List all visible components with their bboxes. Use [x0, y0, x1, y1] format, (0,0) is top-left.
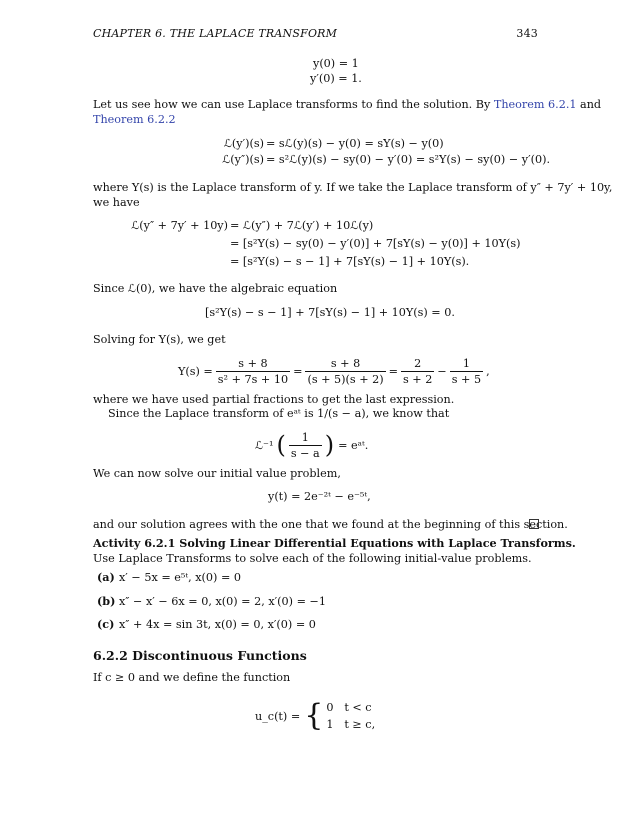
activity-title: Activity 6.2.1 Solving Linear Differential Equations with Laplace Transforms. — [93, 536, 576, 550]
paragraph-partial-fractions: where we have used partial fractions to get the last expression. — [93, 393, 455, 406]
fraction-denominator: s + 5 — [451, 372, 482, 386]
section-heading: 6.2.2 Discontinuous Functions — [93, 648, 307, 663]
case-row — [326, 699, 375, 716]
eq5-inverse — [255, 427, 368, 463]
eq2-row2: = [s²Y(s) − sy(0) − y′(0)] + 7[sY(s) − y(0)] + 10Y(s) — [230, 237, 521, 250]
theorem-6-2-2-link[interactable]: Theorem 6.2.2 — [93, 113, 176, 126]
paragraph-intro — [93, 97, 601, 112]
eq2-lhs: ℒ(y″ + 7y′ + 10y) — [131, 219, 228, 232]
eq1-line2-rhs: = s²ℒ(y)(s) − sy(0) − y′(0) = s²Y(s) − sy(0) − y′(0). — [266, 153, 551, 166]
theorem-6-2-1-link[interactable]: Theorem 6.2.1 — [493, 98, 577, 111]
paragraph-laplace: where Y(s) is the Laplace transform of y. If we take the Laplace transform of y″ + 7y′ + 10y, — [93, 181, 613, 194]
fraction-2 — [305, 357, 385, 386]
fraction-numerator: s + 8 — [305, 357, 385, 372]
page-number: 343 — [516, 27, 538, 40]
qed-box-icon — [529, 519, 539, 529]
fraction-denominator: s − a — [290, 446, 320, 460]
item-equation: x″ + 4x = sin 3t, x(0) = 0, x′(0) = 0 — [119, 618, 316, 631]
running-header: CHAPTER 6. THE LAPLACE TRANSFORM — [93, 27, 338, 40]
item-equation: x″ − x′ − 6x = 0, x(0) = 2, x′(0) = −1 — [119, 595, 327, 608]
paragraph-laplace-cont: we have — [93, 196, 140, 209]
fraction-denominator: s² + 7s + 10 — [217, 372, 289, 386]
eq2-row1: = ℒ(y″) + 7ℒ(y′) + 10ℒ(y) — [230, 219, 374, 232]
paragraph-inverse-laplace: Since the Laplace transform of eᵃᵗ is 1/(s − a), we know that — [108, 407, 450, 420]
eq5-rhs: = eᵃᵗ. — [338, 438, 369, 452]
case-condition: t ≥ c, — [344, 718, 376, 731]
fraction-denominator: s + 2 — [403, 372, 433, 386]
initial-condition-y: y(0) = 1 — [313, 57, 359, 70]
eq1-line2-lhs: ℒ(y″)(s) — [222, 153, 264, 166]
eq2-row3: = [s²Y(s) − s − 1] + 7[sY(s) − 1] + 10Y(s). — [230, 255, 470, 268]
comma: , — [486, 364, 490, 378]
fraction-4 — [450, 357, 483, 386]
paragraph-define-function: If c ≥ 0 and we define the function — [93, 671, 291, 684]
eq1-line1-rhs: = sℒ(y)(s) − y(0) = sY(s) − y(0) — [266, 137, 444, 150]
theorem-6-2-2-line — [93, 112, 176, 127]
fraction-numerator: 2 — [401, 357, 434, 372]
eq6-final-solution: y(t) = 2e⁻²ᵗ − e⁻⁵ᵗ, — [268, 490, 371, 503]
cases — [326, 699, 375, 733]
left-brace: { — [304, 698, 324, 733]
item-label: (a) — [97, 570, 115, 584]
paragraph-text: and — [576, 98, 602, 111]
equals-sign: = — [388, 364, 398, 378]
case-condition: t < c — [344, 701, 372, 714]
paragraph-agreement: and our solution agrees with the one that we found at the beginning of this section. — [93, 518, 568, 531]
item-equation: x′ − 5x = e⁵ᵗ, x(0) = 0 — [119, 571, 241, 584]
activity-item-b — [97, 594, 326, 609]
right-paren: ) — [324, 431, 335, 459]
case-value: 0 — [326, 701, 334, 714]
case-value: 1 — [326, 718, 334, 731]
left-paren: ( — [276, 431, 286, 459]
item-label: (b) — [97, 594, 116, 608]
fraction-denominator: (s + 5)(s + 2) — [307, 372, 384, 386]
fraction-numerator: 1 — [450, 357, 483, 372]
minus-sign: − — [437, 364, 447, 378]
activity-item-a — [97, 570, 241, 585]
activity-item-c — [97, 617, 316, 632]
initial-condition-yprime: y′(0) = 1. — [310, 72, 362, 85]
paragraph-algebraic: Since ℒ(0), we have the algebraic equation — [93, 282, 338, 295]
case-row — [326, 716, 375, 733]
equals-sign: = — [293, 364, 303, 378]
fraction-1 — [216, 357, 290, 386]
eq1-line1-lhs: ℒ(y′)(s) — [223, 137, 264, 150]
paragraph-text: Let us see how we can use Laplace transforms to find the solution. By — [93, 98, 494, 111]
eq3-algebraic: [s²Y(s) − s − 1] + 7[sY(s) − 1] + 10Y(s) = 0. — [205, 306, 455, 319]
fraction-3 — [401, 357, 434, 386]
fraction-numerator: 1 — [289, 431, 322, 446]
paragraph-solving: Solving for Y(s), we get — [93, 333, 226, 346]
eq4-lhs: Y(s) = — [178, 364, 213, 378]
item-label: (c) — [97, 617, 115, 631]
paragraph-solve-ivp: We can now solve our initial value problem, — [93, 467, 341, 480]
eq7-lhs: u_c(t) = — [255, 709, 301, 723]
eq5-lhs: ℒ⁻¹ — [255, 438, 274, 452]
eq4-solution-Y — [178, 353, 490, 389]
eq7-piecewise — [255, 698, 375, 734]
activity-intro: Use Laplace Transforms to solve each of the following initial-value problems. — [93, 552, 532, 565]
eq5-fraction — [289, 431, 322, 460]
fraction-numerator: s + 8 — [216, 357, 290, 372]
